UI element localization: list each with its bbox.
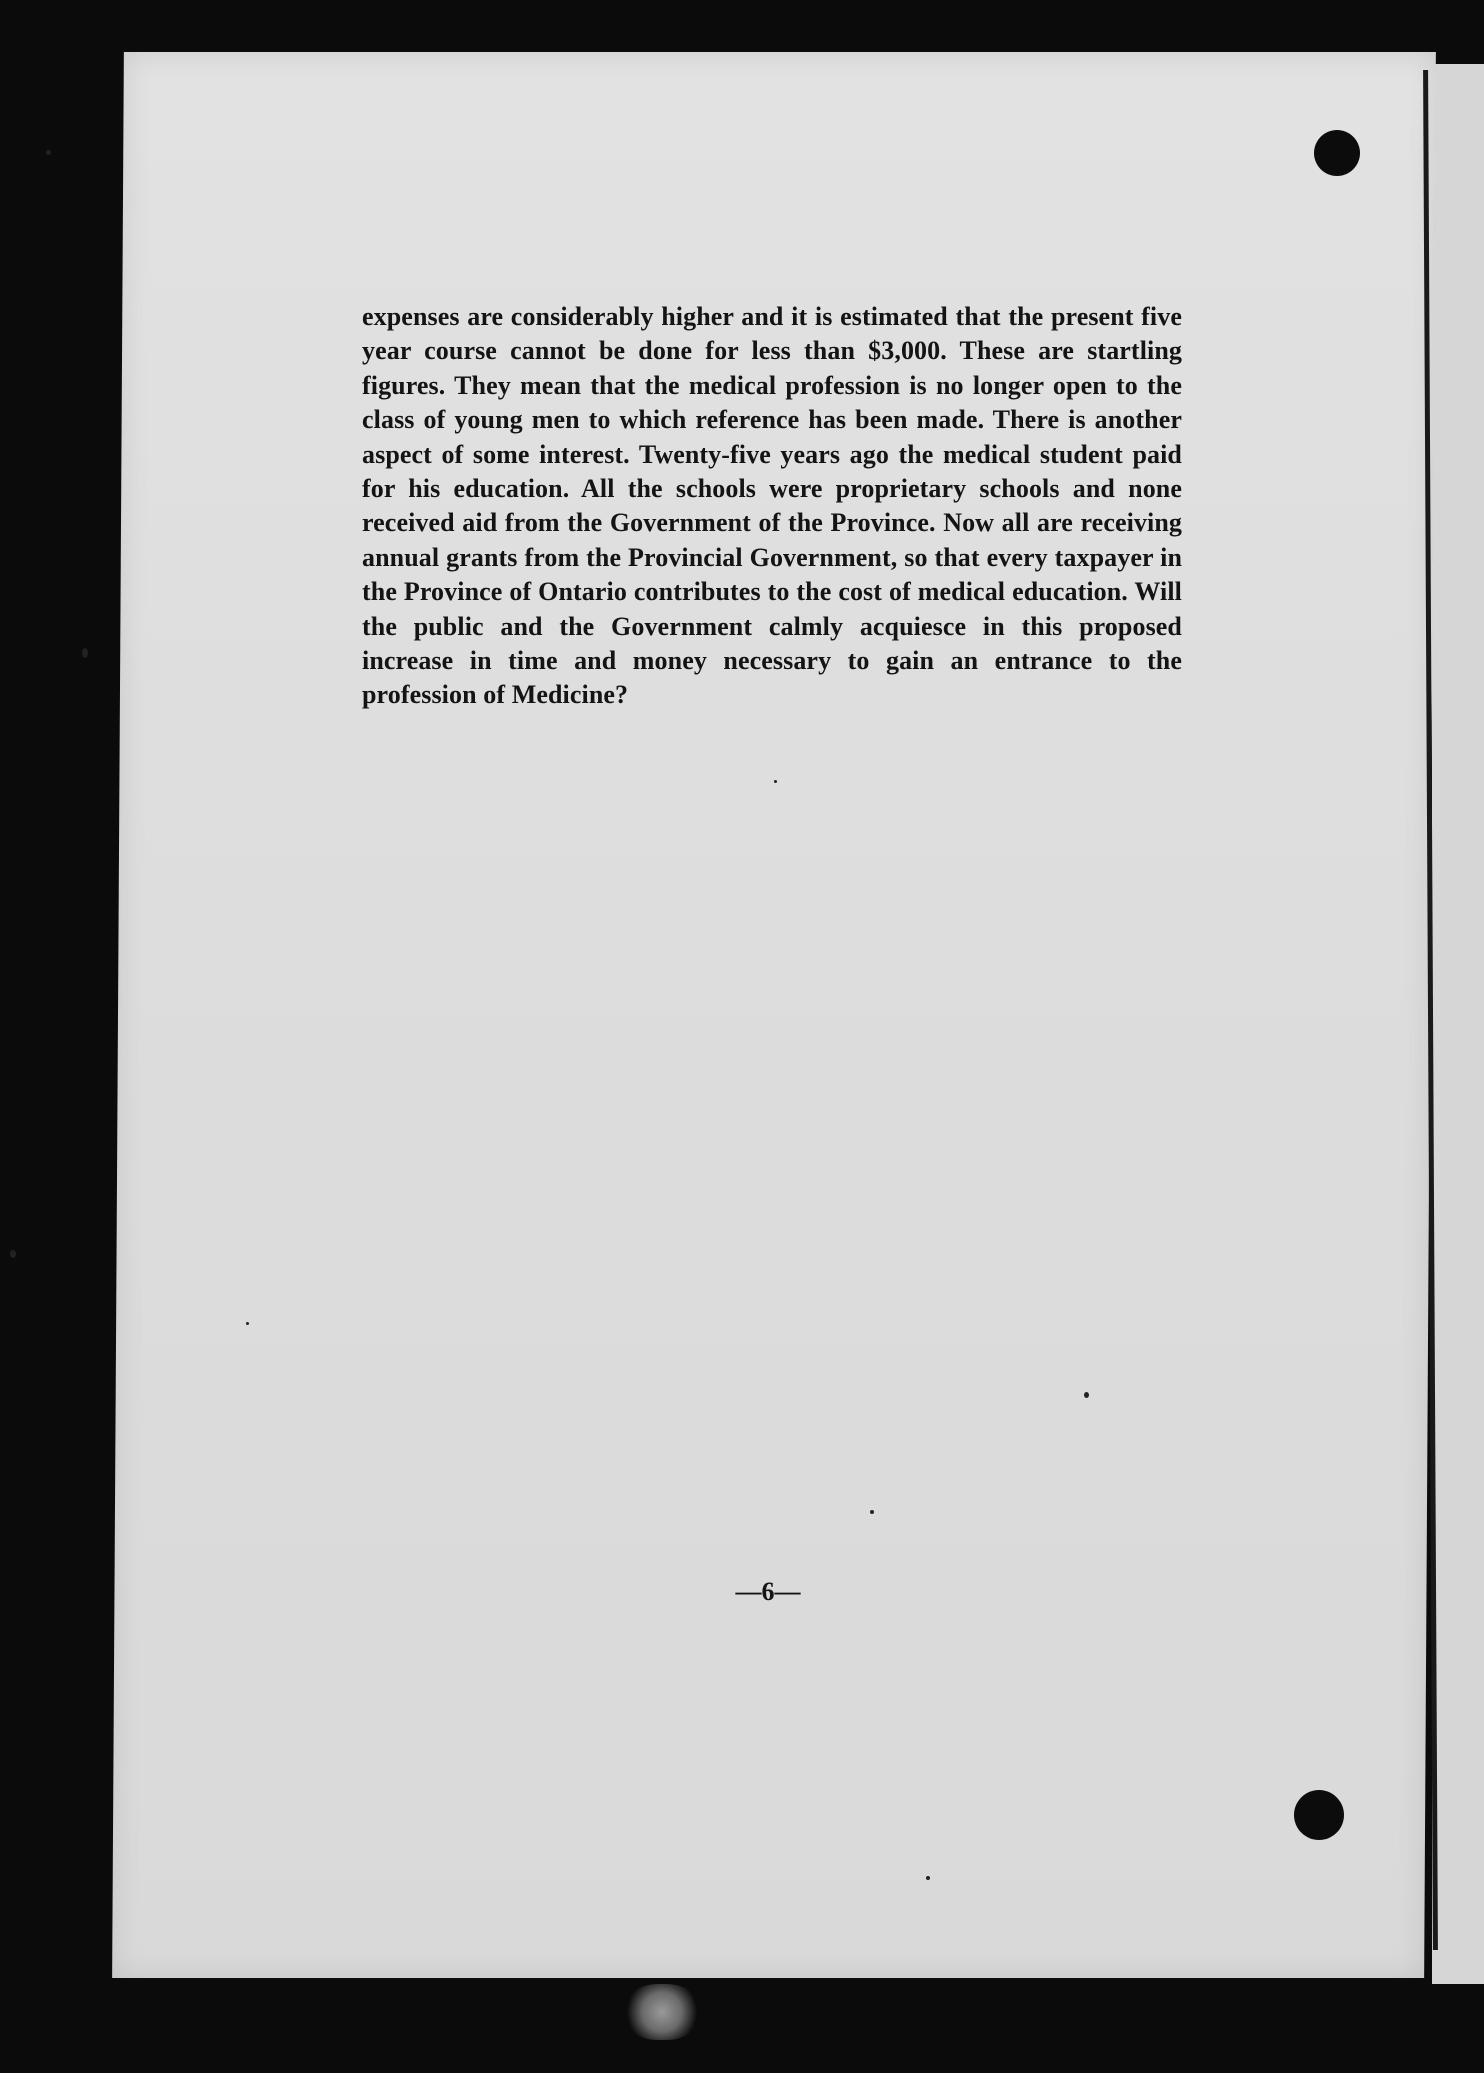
- body-paragraph: expenses are considerably higher and it is estimated that the present five year course cannot be done for less than $3,000. These are startling figures. They mean that the medical profession is no longer open to the class of young men to which reference has been made. There is another aspect of some interest. Twenty-five years ago the medical student paid for his education. All the schools were proprietary schools and none received aid from the Government of the Province. Now all are receiving annual grants from the Provincial Government, so that every taxpayer in the Province of Ontario contributes to the cost of medical education. Will the public and the Government calmly acquiesce in this proposed increase in time and money necessary to gain an entrance to the profession of Medicine?: [362, 302, 1182, 710]
- punch-hole-top: [1314, 130, 1360, 176]
- dust-speck: [10, 1250, 16, 1258]
- scan-smudge: [622, 1984, 702, 2040]
- facing-page-edge: [1432, 64, 1484, 1984]
- dust-speck: [82, 648, 88, 658]
- dust-speck: [46, 150, 51, 155]
- punch-hole-bottom: [1294, 1790, 1344, 1840]
- dust-speck: [1084, 1392, 1089, 1398]
- dust-speck: [774, 780, 777, 783]
- dust-speck: [870, 1510, 874, 1514]
- dust-speck: [926, 1876, 930, 1880]
- dust-speck: [246, 1322, 249, 1325]
- page-number: —6—: [735, 1577, 801, 1606]
